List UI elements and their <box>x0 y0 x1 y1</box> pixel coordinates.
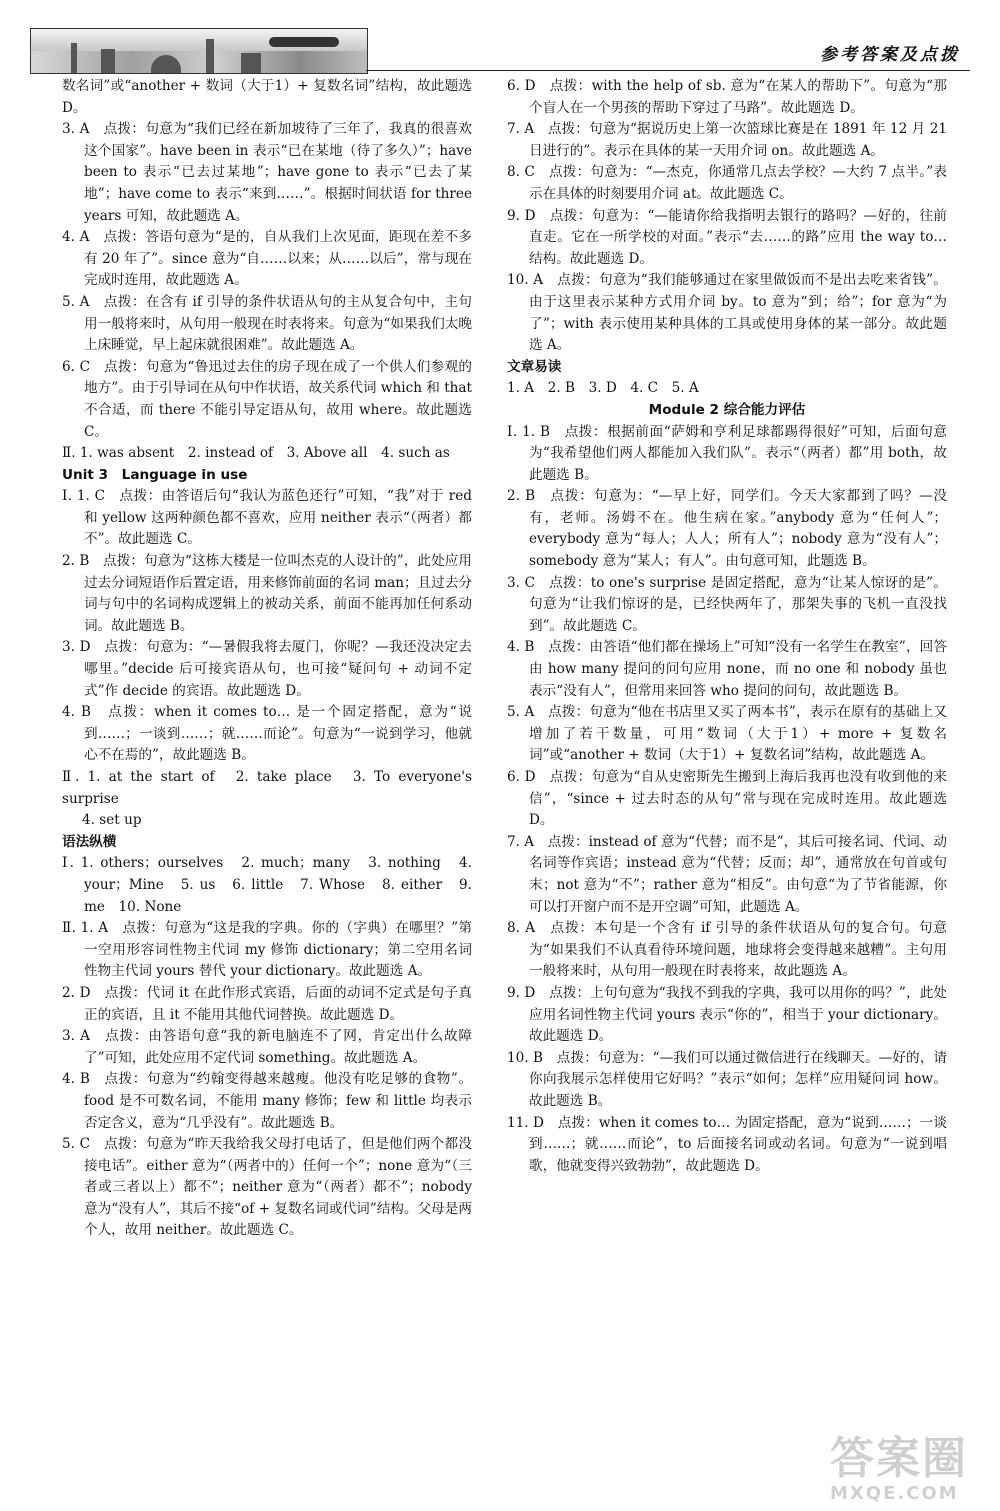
section-heading: Module 2 综合能力评估 <box>648 401 806 418</box>
header-banner-image <box>30 28 368 74</box>
answer-paragraph: 7. A 点拨：句意为“据说历史上第一次篮球比赛是在 1891 年 12 月 21 日进行的”。表示在具体的某一天用介词 on。故此题选 A。 <box>507 121 947 159</box>
answer-paragraph: 3. A 点拨：句意为“我们已经在新加坡待了三年了，我真的很喜欢这个国家”。have been in 表示“已在某地（待了多久）”；have been to 表示“已去过某地”；have gone to 表示“已去了某地”；have come to 表示“来到……”。根据时间状语 for three years 可知，故此题选 A。 <box>62 121 472 224</box>
answer-paragraph: 4. B 点拨：when it comes to… 是一个固定搭配，意为“说到……；一谈到……；就……而论”。句意为“一说到学习，他就心不在焉的”，故此题选 B。 <box>62 704 472 764</box>
answer-paragraph: 7. A 点拨：instead of 意为“代替；而不是”，其后可接名词、代词、动名词等作宾语；instead 意为“代替；反而；却”，通常放在句首或句末；not 意为“不”；rather 意为“相反”。由句意“为了节省能源，你可以打开窗户而不是开空调”可知，此题选 A。 <box>507 833 947 915</box>
answer-paragraph: 8. C 点拨：句意为：“—杰克，你通常几点去学校？—大约 7 点半。”表示在具体的时刻要用介词 at。故此题选 C。 <box>507 164 947 202</box>
answer-paragraph: Ⅱ. 1. was absent 2. instead of 3. Above all 4. such as <box>62 445 450 462</box>
answer-paragraph: 4. set up <box>82 812 142 829</box>
answer-paragraph: 10. B 点拨：句意为：“—我们可以通过微信进行在线聊天。—好的，请你向我展示怎样使用它好吗？”表示“如何；怎样”应用疑问词 how。故此题选 B。 <box>507 1049 947 1109</box>
answer-paragraph: 9. D 点拨：句意为：“—能请你给我指明去银行的路吗？—好的，往前直走。它在一所学校的对面。”表示“去……的路”应用 the way to… 结构。故此题选 D。 <box>507 207 947 267</box>
answer-paragraph: 6. C 点拨：句意为“鲁迅过去住的房子现在成了一个供人们参观的地方”。由于引导词在从句中作状语，故关系代词 which 和 that 不合适，而 there 不能引导定语从句，故用 where。故此题选 C。 <box>62 358 472 440</box>
section-heading: Unit 3 Language in use <box>62 466 248 483</box>
header-rule <box>366 70 970 71</box>
answer-paragraph: 4. B 点拨：由答语“他们都在操场上”可知“没有一名学生在教室”，回答由 how many 提问的问句应用 none，而 no one 和 nobody 虽也表示“没有人”，但常用来回答 who 提问的问句，故此题选 B。 <box>507 639 947 699</box>
answer-paragraph: Ⅰ. 1. B 点拨：根据前面“萨姆和亨利足球都踢得很好”可知，后面句意为“我希望他们两人都能加入我们队”。表示“（两者）都”用 both，故此题选 B。 <box>507 423 947 483</box>
watermark-logo: 答案圈 MXQE.COM <box>830 1433 968 1504</box>
left-column <box>62 76 472 1242</box>
answer-paragraph: 10. A 点拨：句意为“我们能够通过在家里做饭而不是出去吃来省钱”。由于这里表示某种方式用介词 by。to 意为“到；给”；for 意为“为了”；with 表示使用某种具体的工具或使用身体的某一部分。故此题选 A。 <box>507 272 947 354</box>
right-column <box>507 76 947 1177</box>
answer-paragraph: 8. A 点拨：本句是一个含有 if 引导的条件状语从句的复合句。句意为“如果我们不认真看待环境问题，地球将会变得越来越糟”。主句用一般将来时，从句用一般现在时表将来，故此题选 A。 <box>507 920 947 980</box>
answer-paragraph: 数名词”或“another + 数词（大于1）+ 复数名词”结构，故此题选 D。 <box>62 78 472 116</box>
section-heading: 语法纵横 <box>62 833 117 850</box>
answer-paragraph: 5. A 点拨：在含有 if 引导的条件状语从句的主从复合句中，主句用一般将来时，从句用一般现在时表将来。句意为“如果我们太晚上床睡觉，早上起床就很困难”。故此题选 A。 <box>62 293 472 354</box>
answer-paragraph: Ⅰ. 1. others；ourselves 2. much；many 3. nothing 4. your；Mine 5. us 6. little 7. Whose 8. either 9. me 10. None <box>62 855 472 915</box>
answer-paragraph: Ⅰ. 1. C 点拨：由答语后句“我认为蓝色还行”可知，“我”对于 red 和 yellow 这两种颜色都不喜欢，应用 neither 表示“（两者）都不”。故此题选 C。 <box>62 488 472 548</box>
answer-paragraph: 5. C 点拨：句意为“昨天我给我父母打电话了，但是他们两个都没接电话”。either 意为“（两者中的）任何一个”；none 意为“（三者或三者以上）都不”；neither 意为“（两者）都不”；nobody 意为“没有人”，其后不接“of + 复数名词或代词”结构。父母是两个人，故用 neither。故此题选 C。 <box>62 1136 472 1239</box>
answer-paragraph: 4. B 点拨：句意为“约翰变得越来越瘦。他没有吃足够的食物”。food 是不可数名词，不能用 many 修饰；few 和 little 均表示否定含义，意为“几乎没有”。故此题选 B。 <box>62 1071 472 1131</box>
answer-paragraph: 2. B 点拨：句意为：“—早上好，同学们。今天大家都到了吗？—没有，老师。汤姆不在。他生病在家。”anybody 意为“任何人”；everybody 意为“每人；人人；所有人”；nobody 意为“没有人”；somebody 意为“某人；有人”。由句意可知，此题选 B。 <box>507 488 947 570</box>
answer-paragraph: 1. A 2. B 3. D 4. C 5. A <box>507 380 699 397</box>
answer-paragraph: Ⅱ. 1. A 点拨：句意为“这是我的字典。你的（字典）在哪里？”第一空用形容词性物主代词 my 修饰 dictionary；第二空用名词性物主代词 yours 替代 your dictionary。故此题选 A。 <box>62 920 472 980</box>
answer-paragraph: Ⅱ. 1. at the start of 2. take place 3. To everyone's surprise <box>62 769 472 807</box>
answer-paragraph: 9. D 点拨：上句句意为“我找不到我的字典，我可以用你的吗？”，此处应用名词性物主代词 yours 表示“你的”，相当于 your dictionary。故此题选 D。 <box>507 984 947 1045</box>
answer-paragraph: 6. D 点拨：句意为“自从史密斯先生搬到上海后我再也没有收到他的来信”，“since + 过去时态的从句”常与现在完成时连用。故此题选 D。 <box>507 769 947 829</box>
section-heading: 文章易读 <box>507 358 562 375</box>
answer-paragraph: 2. D 点拨：代词 it 在此作形式宾语，后面的动词不定式是句子真正的宾语，且 it 不能用其他代词替换。故此题选 D。 <box>62 984 472 1023</box>
answer-paragraph: 6. D 点拨：with the help of sb. 意为“在某人的帮助下”。句意为“那个盲人在一个男孩的帮助下穿过了马路”。故此题选 D。 <box>507 78 947 116</box>
airplane-icon <box>269 37 339 47</box>
page-header-title: 参考答案及点拨 <box>820 45 960 65</box>
answer-paragraph: 11. D 点拨：when it comes to… 为固定搭配，意为“说到……；一谈到……；就……而论”，to 后面接名词或动名词。句意为“一说到唱歌，他就变得兴致勃勃”，故此题选 D。 <box>507 1114 947 1174</box>
answer-paragraph: 4. A 点拨：答语句意为“是的，自从我们上次见面，距现在差不多有 20 年了”。since 意为“自……以来；从……以后”，常与现在完成时连用，故此题选 A。 <box>62 229 472 289</box>
answer-paragraph: 2. B 点拨：句意为“这栋大楼是一位叫杰克的人设计的”，此处应用过去分词短语作后置定语，用来修饰前面的名词 man；且过去分词与句中的名词构成逻辑上的被动关系，前面不能再加任何系动词。故此题选 B。 <box>62 553 472 634</box>
answer-paragraph: 3. C 点拨：to one's surprise 是固定搭配，意为“让某人惊讶的是”。句意为“让我们惊讶的是，已经快两年了，那架失事的飞机一直没找到”。故此题选 C。 <box>507 574 947 634</box>
answer-paragraph: 3. D 点拨：句意为：“—暑假我将去厦门，你呢？—我还没决定去哪里。”decide 后可接宾语从句，也可接“疑问句 + 动词不定式”作 decide 的宾语。故此题选 D。 <box>62 639 472 699</box>
answer-paragraph: 3. A 点拨：由答语句意“我的新电脑连不了网，肯定出什么故障了”可知，此处应用不定代词 something。故此题选 A。 <box>62 1028 472 1066</box>
answer-paragraph: 5. A 点拨：句意为“他在书店里又买了两本书”，表示在原有的基础上又增加了若干数量，可用“数词（大于1）+ more + 复数名词”或“another + 数词（大于1）+ 复数名词”结构，故此题选 A。 <box>507 704 947 764</box>
